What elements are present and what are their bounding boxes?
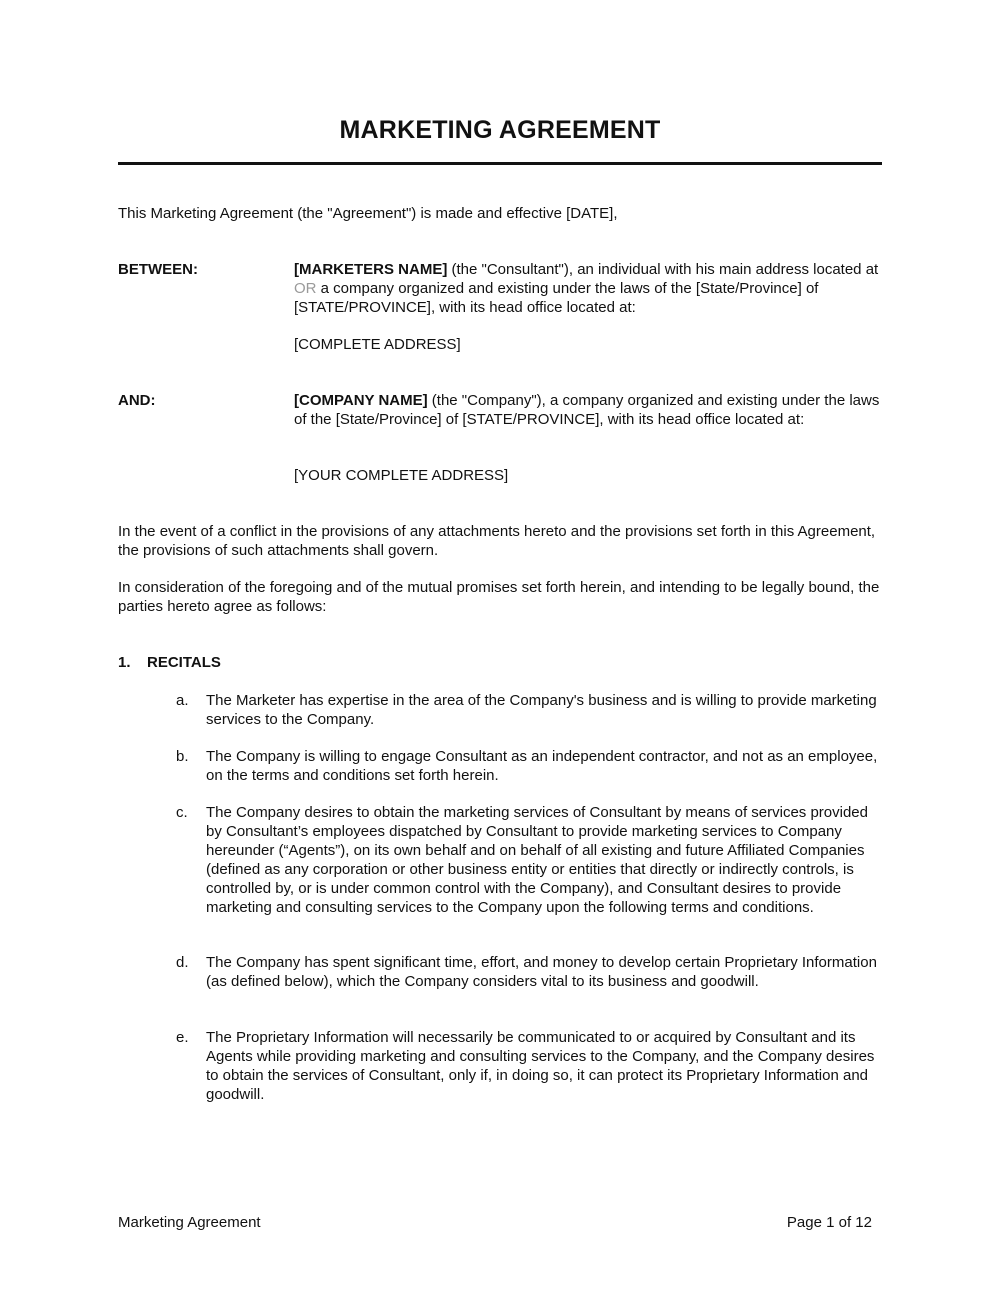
and-party-text: [294, 391, 884, 429]
and-text: (the "Company"), a company organized and existing under the laws of the [State/Province] of [STATE/PROVINCE], with its head office located at:: [294, 392, 880, 428]
document-title: MARKETING AGREEMENT: [339, 116, 661, 144]
recital-letter: c.: [176, 804, 188, 821]
between-text-part1: (the "Consultant"), an individual with his main address located at: [447, 261, 879, 278]
recital-text: The Proprietary Information will necessarily be communicated to or acquired by Consultant and its Agents while providing marketing and consulting services to the Company, and the Company desires to obtain the services of Consultant, only if, in doing so, it can protect its Proprietary Information and goodwill.: [206, 1029, 875, 1103]
recital-text: The Company desires to obtain the marketing services of Consultant by means of services provided by Consultant’s employees dispatched by Consultant to provide marketing services to Company hereunder (“Agents”), on its own behalf and on behalf of all existing and future Affiliated Companies (defined as any corporation or other business entity or entities that directly or indirectly controls, is controlled by, or is under common control with the Company), and Consultant desires to provide marketing and consulting services to the Company upon the following terms and conditions.: [206, 804, 868, 916]
company-name-placeholder: [COMPANY NAME]: [294, 392, 428, 409]
recital-letter: b.: [176, 748, 189, 765]
section-number: 1.: [118, 654, 131, 671]
title-underline: [118, 162, 882, 165]
recital-letter: a.: [176, 692, 189, 709]
recital-letter: e.: [176, 1029, 189, 1046]
marketer-name-placeholder: [MARKETERS NAME]: [294, 261, 448, 278]
section-1-heading: [118, 653, 221, 672]
consideration-paragraph: In consideration of the foregoing and of the mutual promises set forth herein, and intending to be legally bound, the parties hereto agree as follows:: [118, 579, 880, 615]
between-address: [COMPLETE ADDRESS]: [294, 336, 461, 353]
conflict-paragraph: In the event of a conflict in the provisions of any attachments hereto and the provisions set forth in this Agreement, the provisions of such attachments shall govern.: [118, 523, 876, 559]
footer-document-name: Marketing Agreement: [118, 1214, 261, 1231]
recital-letter: d.: [176, 954, 189, 971]
between-label: BETWEEN:: [118, 261, 198, 278]
footer-page-number: Page 1 of 12: [786, 1214, 872, 1231]
and-label: AND:: [118, 392, 156, 409]
between-text-part2: a company organized and existing under the laws of the [State/Province] of [STATE/PROVINCE], with its head office located at:: [294, 280, 819, 316]
section-title: RECITALS: [147, 654, 221, 671]
and-address: [YOUR COMPLETE ADDRESS]: [294, 467, 509, 484]
recital-text: The Marketer has expertise in the area of the Company's business and is willing to provide marketing services to the Company.: [206, 692, 877, 728]
or-word: OR: [294, 280, 317, 297]
between-party-text: [294, 260, 884, 317]
intro-paragraph: This Marketing Agreement (the "Agreement") is made and effective [DATE],: [118, 205, 618, 222]
recital-text: The Company has spent significant time, effort, and money to develop certain Proprietary Information (as defined below), which the Company considers vital to its business and goodwill.: [206, 954, 877, 990]
recital-text: The Company is willing to engage Consultant as an independent contractor, and not as an employee, on the terms and conditions set forth herein.: [206, 748, 878, 784]
